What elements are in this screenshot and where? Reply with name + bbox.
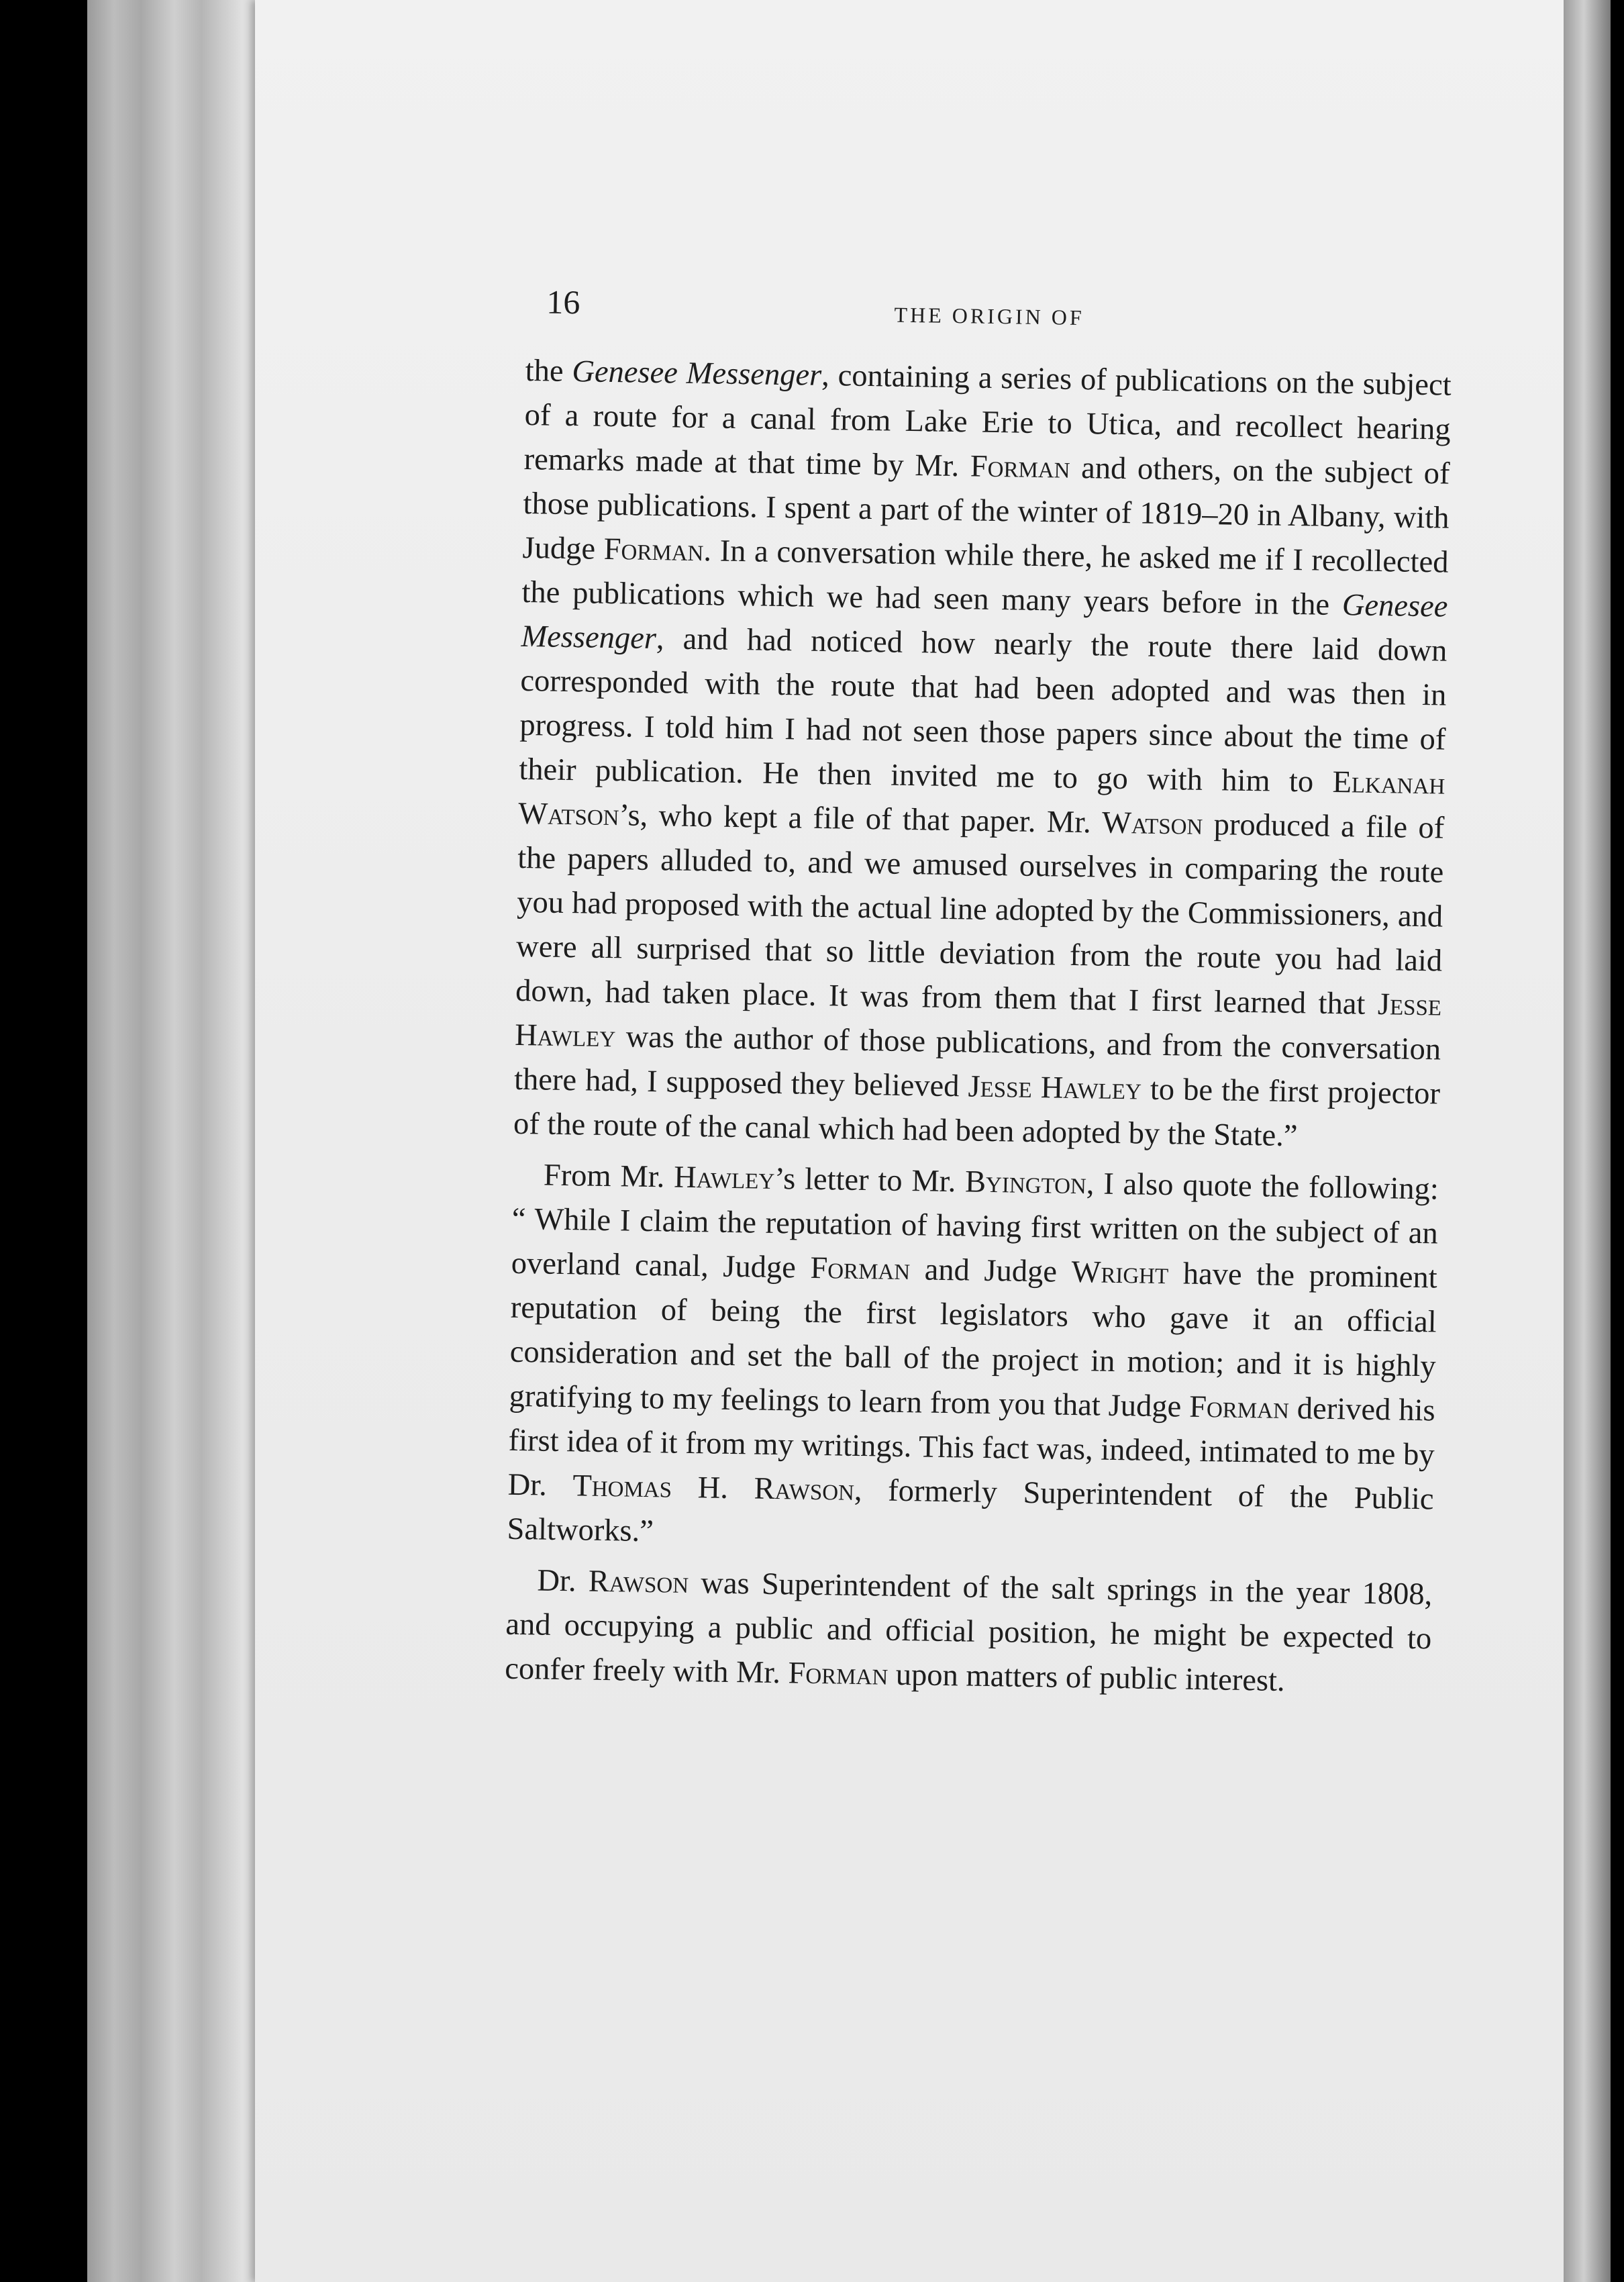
text-run: the	[525, 353, 572, 389]
text-run: and others, on the subject of those publications. I spent a part of the winter of 1819–20 in Albany, with Judge	[522, 450, 1450, 566]
text-run: was the author of those publications, and from the conversation there had, I supposed they believed	[513, 1020, 1441, 1104]
small-caps-name: Watson	[1101, 805, 1203, 842]
text-run: , formerly Superintendent of the Public Saltworks.”	[507, 1473, 1434, 1549]
text-run: ’s letter to Mr.	[774, 1161, 966, 1199]
paragraph-3	[505, 1558, 1433, 1706]
italic-run: Genesee Messenger	[572, 354, 822, 393]
italic-run: Genesee Messenger	[521, 588, 1448, 656]
paragraph-1	[513, 349, 1452, 1161]
small-caps-name: Forman	[788, 1656, 889, 1692]
small-caps-name: Hawley	[673, 1160, 775, 1196]
small-caps-name: Thomas H. Rawson	[572, 1469, 855, 1507]
text-run: and Judge	[909, 1252, 1072, 1289]
small-caps-name: Forman	[810, 1250, 911, 1287]
small-caps-name: Jesse Hawley	[968, 1069, 1142, 1107]
text-run: have the prominent reputation of being the first legislators who gave it an official consideration and set the ball of the project in motion; and it is highly gratifying to my feelings to learn from you that Judge	[509, 1256, 1438, 1424]
body-text	[505, 349, 1452, 1705]
text-run: was Superintendent of the salt springs in the year 1808, and occupying a public and official position, he might be expected to confer freely with Mr.	[504, 1566, 1433, 1691]
text-run: , I also quote the following: “ While I claim the reputation of having first written on the subject of an overland canal, Judge	[511, 1167, 1439, 1285]
small-caps-name: Wright	[1071, 1254, 1169, 1291]
text-run: . In a conversation while there, he asked me if I recollected the publications which we had seen many years before in the	[521, 534, 1449, 623]
text-run: to be the first projector of the route of the canal which had been adopted by the State.”	[513, 1072, 1441, 1154]
paragraph-2	[507, 1153, 1439, 1567]
small-caps-name: Forman	[970, 449, 1070, 485]
text-run: From Mr.	[543, 1158, 674, 1195]
small-caps-name: Byington	[964, 1164, 1087, 1201]
text-run: derived his first idea of it from my writings. This fact was, indeed, intimated to me by Dr.	[507, 1391, 1435, 1503]
page-number: 16	[546, 283, 580, 321]
small-caps-name: Forman	[603, 532, 704, 568]
right-page-edge	[1564, 0, 1611, 2282]
small-caps-name: Jesse Hawley	[514, 987, 1442, 1054]
text-run: ’s, who kept a file of that paper. Mr.	[619, 798, 1103, 840]
text-run: , containing a series of publications on the subject of a route for a canal from Lake Erie to Utica, and recollect hearing remarks made at that time by Mr.	[523, 358, 1452, 484]
text-run: upon matters of public interest.	[887, 1657, 1286, 1698]
small-caps-name: Forman	[1188, 1389, 1290, 1426]
page-header	[525, 275, 1453, 364]
running-head: THE ORIGIN OF	[894, 302, 1084, 330]
text-run: , and had noticed how nearly the route there laid down corresponded with the route that had been adopted and was then in progress. I told him I had not seen those papers since about the time of their publication. He then invited me to go with him to	[519, 622, 1448, 799]
small-caps-name: Elkanah Watson	[517, 764, 1445, 833]
text-run: Dr.	[537, 1563, 589, 1599]
small-caps-name: Rawson	[588, 1564, 689, 1601]
text-block	[505, 275, 1453, 1705]
text-run: produced a file of the papers alluded to, and we amused ourselves in comparing the route you had proposed with the actual line adopted by the Commissioners, and were all surprised that so little deviation from the route you had laid down, had taken place. It was from them that I first learned that	[515, 807, 1445, 1022]
